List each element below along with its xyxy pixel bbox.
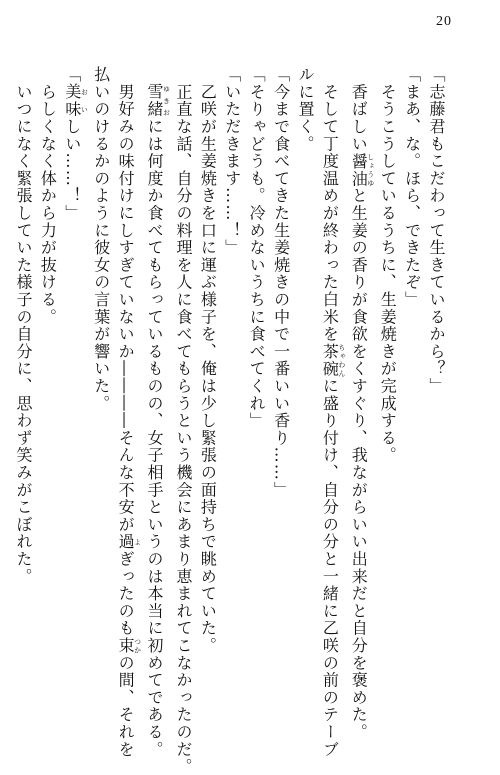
text-line-10: 乙咲が生姜焼きを口に運ぶ様子を、俺は少し緊張の面持ちで眺めていた。 <box>198 66 218 655</box>
text-line-2: 「まあ、な。ほら、できたぞ」 <box>402 66 422 309</box>
text-line-1: 「志藤君もこだわって生きているから？」 <box>427 66 446 395</box>
text-line-11: 正直な話、自分の料理を人に食べてもらうという機会にあまり恵まれてこなかったのだ。 <box>173 66 193 775</box>
text-line-6: ルに置く。 <box>295 66 315 153</box>
text-line-7: 「今まで食べてきた生姜焼きの中で一番いい香り……」 <box>271 66 291 499</box>
page-number: 20 <box>436 14 452 29</box>
text-line-13: 男好みの味付けにしすぎていないか――――そんな不安が過よぎったのも束つかの間、それを <box>116 66 142 759</box>
ruby-yogi: 過よ <box>116 533 142 551</box>
text-line-3: そうこうしているうちに、生姜焼きが完成する。 <box>378 66 398 464</box>
text-line-9: 「いただきます……！」 <box>222 66 242 257</box>
text-line-8: 「そりゃどうも。冷めないうちに食べてくれ」 <box>247 66 267 430</box>
ruby-shoyu: 醤油しょうゆ <box>349 152 375 188</box>
ruby-chawan: 茶碗ちゃわん <box>320 342 346 378</box>
ruby-yukio: 雪緒ゆきお <box>145 83 171 118</box>
vertical-text-body <box>14 66 448 775</box>
text-line-5: そして丁度温めが終わった白米を茶碗ちゃわんに盛り付け、自分の分と一緒に乙咲の前のテーブ <box>320 66 346 759</box>
text-line-4: 香ばしい醤油しょうゆと生姜の香りが食欲をくすぐり、我ながらいい出来だと自分を褒めた。 <box>349 66 375 741</box>
ruby-oi: 美味おい <box>62 83 89 118</box>
text-line-15: 「美味おいしい……！」 <box>62 66 89 222</box>
text-line-12: 雪緒ゆきおには何度か食べてもらっているものの、女子相手というのは本当に初めてである。 <box>145 83 171 759</box>
text-line-17: いつになく緊張していた様子の自分に、思わず笑みがこぼれた。 <box>14 66 33 585</box>
ruby-tsuka: 束つか <box>116 636 142 655</box>
text-line-16: らしくなく体から力が抜ける。 <box>38 66 58 326</box>
text-line-14: 払いのけるかのように彼女の言葉が響いた。 <box>91 66 111 412</box>
